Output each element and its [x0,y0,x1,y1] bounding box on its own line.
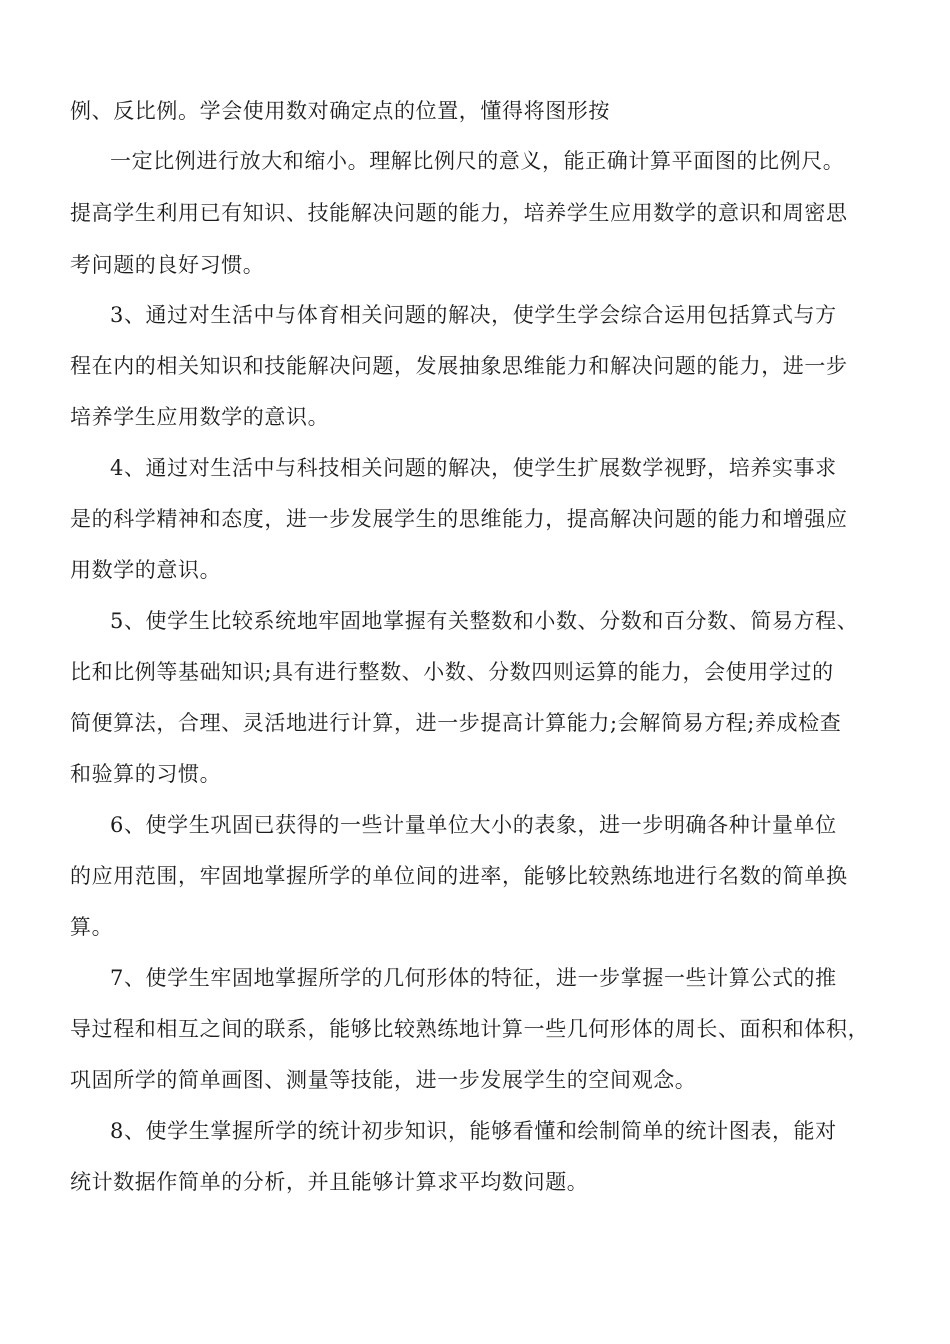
text-line-8 [0,453,950,505]
text-line-9 [0,504,950,556]
text-line-15 [0,810,950,862]
text-line-19 [0,1014,950,1066]
line-text: 是的科学精神和态度，进一步发展学生的思维能力，提高解决问题的能力和增强应 [70,507,848,531]
text-line-17 [0,912,950,964]
line-text: 用数学的意识。 [70,558,222,582]
text-line-2 [0,146,950,198]
text-line-20 [0,1065,950,1117]
text-line-5 [0,300,950,352]
text-line-7 [0,402,950,454]
line-text: 算。 [70,915,114,939]
line-text: 巩固所学的简单画图、测量等技能，进一步发展学生的空间观念。 [70,1068,697,1092]
line-text: 简便算法，合理、灵活地进行计算，进一步提高计算能力;会解简易方程;养成检查 [70,711,842,735]
text-line-13 [0,708,950,760]
text-line-1 [0,96,950,148]
text-line-4 [0,250,950,302]
text-line-12 [0,657,950,709]
line-text: 提高学生利用已有知识、技能解决问题的能力，培养学生应用数学的意识和周密思 [70,201,848,225]
line-text: 导过程和相互之间的联系，能够比较熟练地计算一些几何形体的周长、面积和体积， [70,1017,870,1041]
text-line-10 [0,555,950,607]
line-text: 5、使学生比较系统地牢固地掌握有关整数和小数、分数和百分数、简易方程、 [110,609,859,633]
text-line-6 [0,351,950,403]
line-text: 6、使学生巩固已获得的一些计量单位大小的表象，进一步明确各种计量单位 [110,813,837,837]
line-text: 4、通过对生活中与科技相关问题的解决，使学生扩展数学视野，培养实事求 [110,456,837,480]
line-text: 的应用范围，牢固地掌握所学的单位间的进率，能够比较熟练地进行名数的简单换 [70,864,848,888]
line-text: 例、反比例。学会使用数对确定点的位置，懂得将图形按 [70,99,610,123]
line-text: 比和比例等基础知识;具有进行整数、小数、分数四则运算的能力，会使用学过的 [70,660,834,684]
text-line-14 [0,759,950,811]
text-line-18 [0,963,950,1015]
line-text: 考问题的良好习惯。 [70,253,265,277]
line-text: 程在内的相关知识和技能解决问题，发展抽象思维能力和解决问题的能力，进一步 [70,354,848,378]
line-text: 一定比例进行放大和缩小。理解比例尺的意义，能正确计算平面图的比例尺。 [110,149,845,173]
line-text: 8、使学生掌握所学的统计初步知识，能够看懂和绘制简单的统计图表，能对 [110,1119,837,1143]
text-line-11 [0,606,950,658]
line-text: 3、通过对生活中与体育相关问题的解决，使学生学会综合运用包括算式与方 [110,303,837,327]
line-text: 和验算的习惯。 [70,762,222,786]
text-line-16 [0,861,950,913]
line-text: 7、使学生牢固地掌握所学的几何形体的特征，进一步掌握一些计算公式的推 [110,966,837,990]
line-text: 培养学生应用数学的意识。 [70,405,330,429]
line-text: 统计数据作简单的分析，并且能够计算求平均数问题。 [70,1170,589,1194]
text-line-22 [0,1167,950,1219]
text-line-21 [0,1116,950,1168]
text-line-3 [0,198,950,250]
